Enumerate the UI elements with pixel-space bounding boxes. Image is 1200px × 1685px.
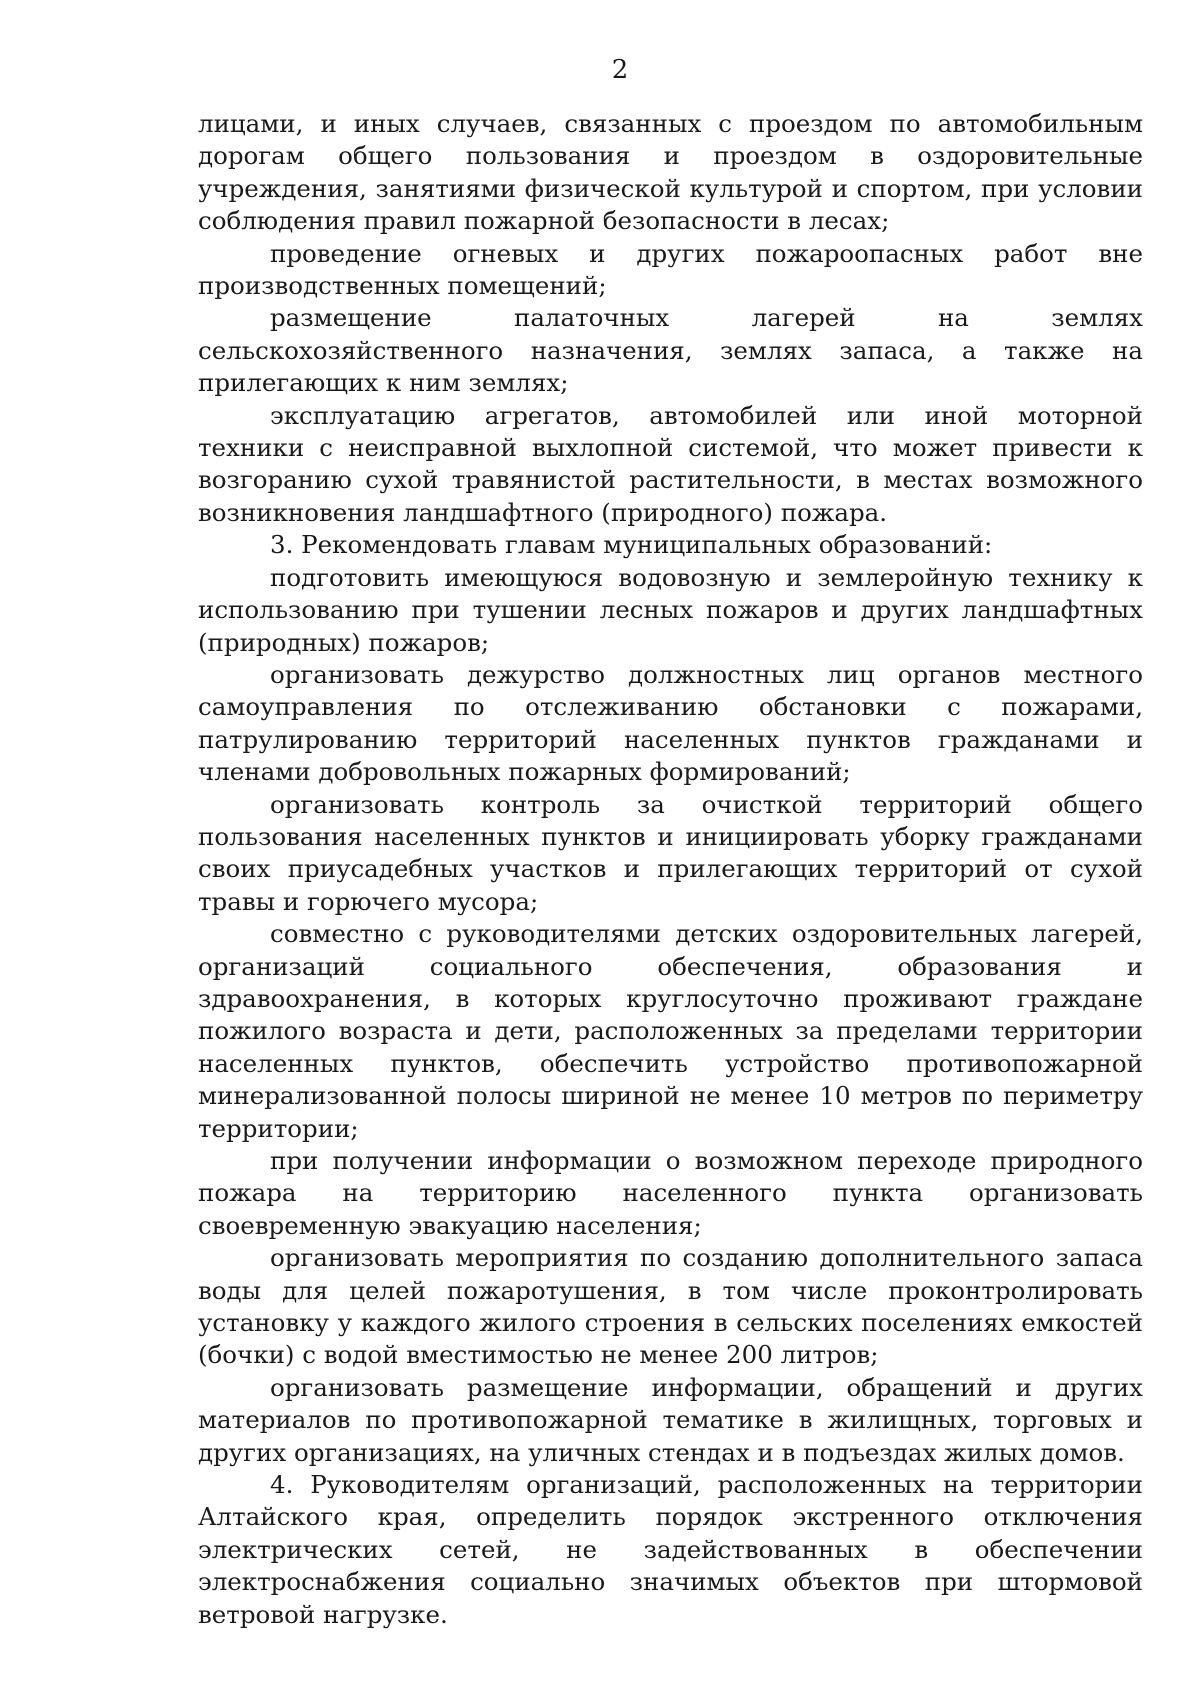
paragraph-exhaust-systems: эксплуатацию агрегатов, автомобилей или иной моторной техники с неисправной выхлопной системой, что может привести к возгоранию сухой травянистой растительности, в местах возможного возникновения ландшафтного (природного) пожара. <box>198 400 1143 527</box>
paragraph-evacuation: при получении информации о возможном переходе природного пожара на территорию населенного пункта организовать своевременную эвакуацию населения; <box>198 1146 1143 1240</box>
section-4-paragraph: 4. Руководителям организаций, расположенных на территории Алтайского края, определить порядок экстренного отключения электрических сетей, не задействованных в обеспечении электроснабжения социально значимых объектов при штормовой ветровой нагрузке. <box>198 1470 1143 1629</box>
paragraph-fire-works: проведение огневых и других пожароопасных работ вне производственных помещений; <box>198 238 1143 301</box>
paragraph-duty-officials: организовать дежурство должностных лиц органов местного самоуправления по отслеживанию обстановки с пожарами, патрулированию территорий населенных пунктов гражданами и членами добровольных пожарных формирований; <box>198 659 1143 787</box>
paragraph-information: организовать размещение информации, обращений и других материалов по противопожарной тематике в жилищных, торговых и других организациях, на уличных стендах и в подъездах жилых домов. <box>198 1372 1143 1467</box>
paragraph-tent-camps: размещение палаточных лагерей на землях сельскохозяйственного назначения, землях запаса, а также на прилегающих к ним землях; <box>198 303 1143 398</box>
paragraph-mineralized-strip: совместно с руководителями детских оздоровительных лагерей, организаций социального обеспечения, образования и здравоохранения, в которых круглосуточно проживают граждане пожилого возраста и дети, расположенных за пределами территории населенных пунктов, обеспечить устройство противопожарной минерализованной полосы шириной не менее 10 метров по периметру территории; <box>198 919 1143 1143</box>
page-number: 2 <box>611 55 629 85</box>
paragraph-water-equipment: подготовить имеющуюся водовозную и землеройную технику к использованию при тушении лесных пожаров и других ландшафтных (природных) пожаров; <box>198 562 1143 657</box>
paragraph-territory-cleaning: организовать контроль за очисткой территорий общего пользования населенных пунктов и инициировать уборку гражданами своих приусадебных участков и прилегающих территорий от сухой травы и горючего мусора; <box>198 789 1143 916</box>
document-body <box>198 108 1143 1631</box>
paragraph-continuation: лицами, и иных случаев, связанных с проездом по автомобильным дорогам общего пользования и проездом в оздоровительные учреждения, занятиями физической культурой и спортом, при условии соблюдения правил пожарной безопасности в лесах; <box>198 109 1143 236</box>
section-3-heading: 3. Рекомендовать главам муниципальных образований: <box>270 530 993 560</box>
paragraph-water-reserve: организовать мероприятия по созданию дополнительного запаса воды для целей пожаротушения, в том числе проконтролировать установку у каждого жилого строения в сельских поселениях емкостей (бочки) с водой вместимостью не менее 200 литров; <box>198 1243 1143 1370</box>
